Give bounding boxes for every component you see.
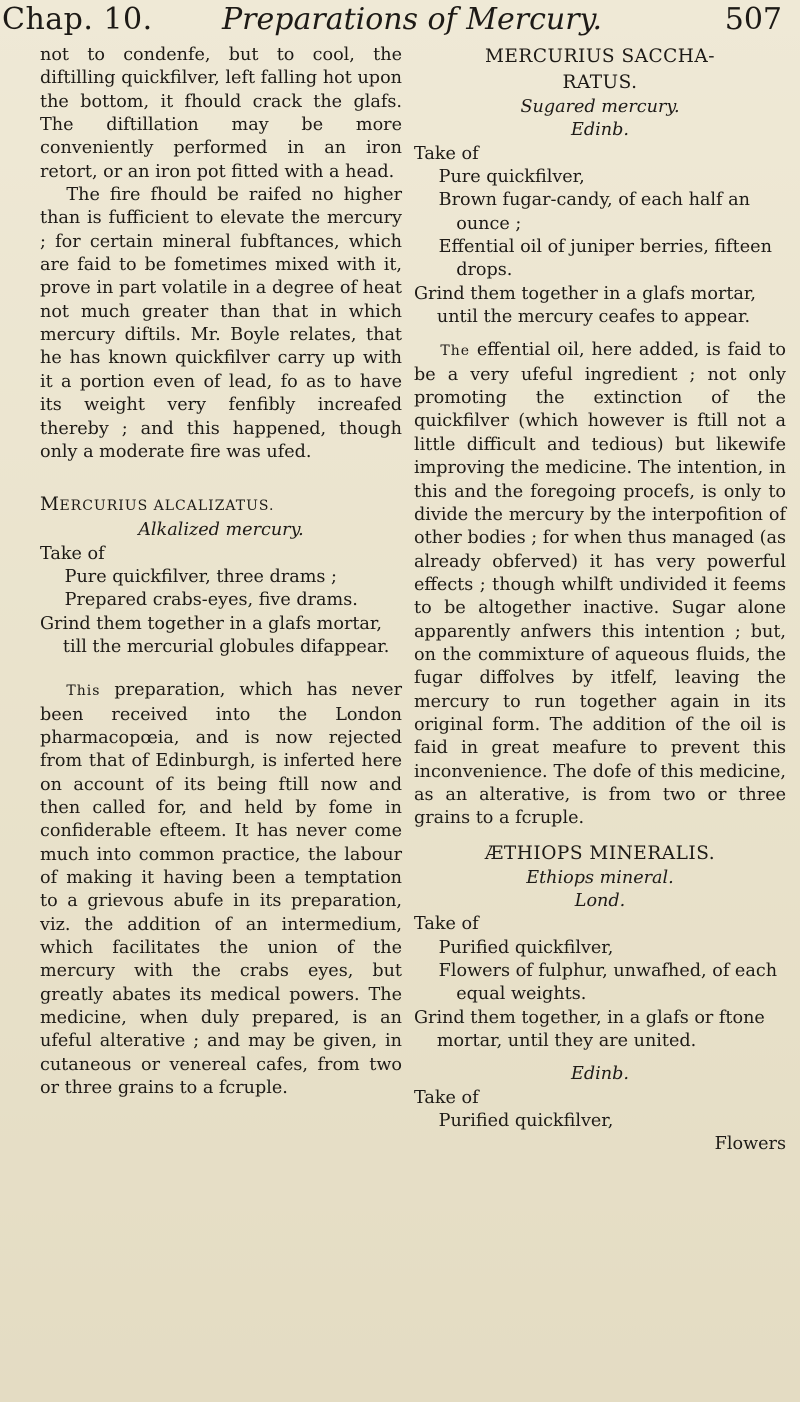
take-of-label: Take of	[40, 543, 105, 564]
take-of-label: Take of	[414, 143, 479, 164]
section-heading-mercurius-alcalizatus	[40, 492, 402, 519]
section-source: Edinb.	[571, 1064, 629, 1085]
ingredient-item: Prepared crabs-eyes, five drams.	[64, 590, 358, 611]
ingredient-item: Effential oil of juniper berries, fifteen drops.	[438, 237, 772, 281]
instruction-grind: Grind them together, in a glafs or ftone mortar, until they are united.	[414, 1007, 765, 1052]
running-title: Preparations of Mercury.	[222, 2, 603, 37]
paragraph-body: preparation, which has never been received into the London pharmacopœia, and is now rejected from that of Edinburgh, is inferted here on account of its being ftill now and then called for, and held by fome in confiderable efteem. It has never come much into common practice, the labour of making it having been a temptation to a grievous abufe in its preparation, viz. the addition of an intermedium, which facilitates the union of the mercury with the crabs eyes, but greatly abates its medical powers. The medicine, when duly prepared, is an ufeful alterative ; and may be given, in cutaneous or venereal cafes, from two or three grains to a fcruple.	[40, 680, 402, 1099]
paragraph-lead-word: The	[440, 343, 471, 360]
heading-rest: ERCURIUS ALCALIZATUS.	[59, 498, 275, 515]
ingredient-item: Purified quickfilver,	[438, 937, 614, 958]
ingredient-item: Flowers of fulphur, unwafhed, of each equal weights.	[438, 961, 778, 1005]
instruction-grind: Grind them together in a glafs mortar, until the mercury ceafes to appear.	[414, 283, 756, 328]
section-heading-continued: RATUS.	[562, 72, 638, 93]
paragraph-lead-word: This	[66, 683, 101, 700]
ingredient-item: Purified quickfilver,	[438, 1111, 614, 1132]
paragraph-this-preparation	[40, 679, 402, 1100]
heading-initial: M	[40, 494, 60, 516]
paragraph-body: effential oil, here added, is faid to be a very ufeful ingredient ; not only promoting the extinction of the quickfilver (which however is ftill not a little difficult and tedious) but likewife improving the medicine. The intention, in this and the foregoing procefs, is only to divide the mercury by the interpofition of other bodies ; for when thus managed (as already obferved) it has very powerful effects ; though whilft undivided it feems to be altogether inactive. Sugar alone apparently anfwers this intention ; but, on the commixture of aqueous fluids, the fugar diffolves by itfelf, leaving the mercury to run together again in its original form. The addition of the oil is faid in great meafure to prevent this inconvenience. The dofe of this medicine, as an alterative, is from two or three grains to a fcruple.	[414, 340, 786, 829]
running-header	[0, 0, 800, 44]
section-heading-aethiops-mineralis: ÆTHIOPS MINERALIS.	[484, 842, 716, 864]
take-of-label: Take of	[414, 1087, 479, 1108]
section-source: Lond.	[574, 891, 626, 911]
instruction-grind: Grind them together in a glafs mortar, till the mercurial globules difappear.	[40, 613, 390, 657]
ingredient-item: Pure quickfilver,	[438, 167, 585, 188]
catchword: Flowers	[714, 1134, 786, 1155]
page-number: 507	[724, 2, 782, 37]
take-of-label: Take of	[414, 914, 479, 935]
ingredient-item: Pure quickfilver, three drams ;	[64, 566, 337, 587]
section-subtitle: Sugared mercury.	[520, 97, 680, 117]
chapter-label: Chap. 10.	[2, 2, 153, 37]
ingredient-item: Brown fugar-candy, of each half an ounce ;	[438, 190, 750, 234]
paragraph-essential-oil	[414, 339, 786, 830]
section-subtitle: Alkalized mercury.	[138, 520, 304, 541]
section-subtitle: Ethiops mineral.	[526, 867, 674, 888]
section-heading-mercurius-saccharatus: MERCURIUS SACCHA-	[484, 46, 716, 67]
right-column	[414, 44, 786, 1157]
left-column	[40, 44, 402, 1100]
section-source: Edinb.	[571, 120, 629, 141]
paragraph-continued: not to condenfe, but to cool, the diftilling quickfilver, left falling hot upon the bottom, it fhould crack the glafs. The diftillation may be more conveniently performed in an iron retort, or an iron pot fitted with a head.	[40, 45, 402, 182]
paragraph-fire: The fire fhould be raifed no higher than is fufficient to elevate the mercury ; for certain mineral fubftances, which are faid to be fometimes mixed with it, prove in part volatile in a degree of heat not much greater than that in which mercury diftils. Mr. Boyle relates, that he has known quickfilver carry up with it a portion even of lead, fo as to have its weight very fenfibly increafed thereby ; and this happened, though only a moderate fire was ufed.	[40, 185, 402, 462]
